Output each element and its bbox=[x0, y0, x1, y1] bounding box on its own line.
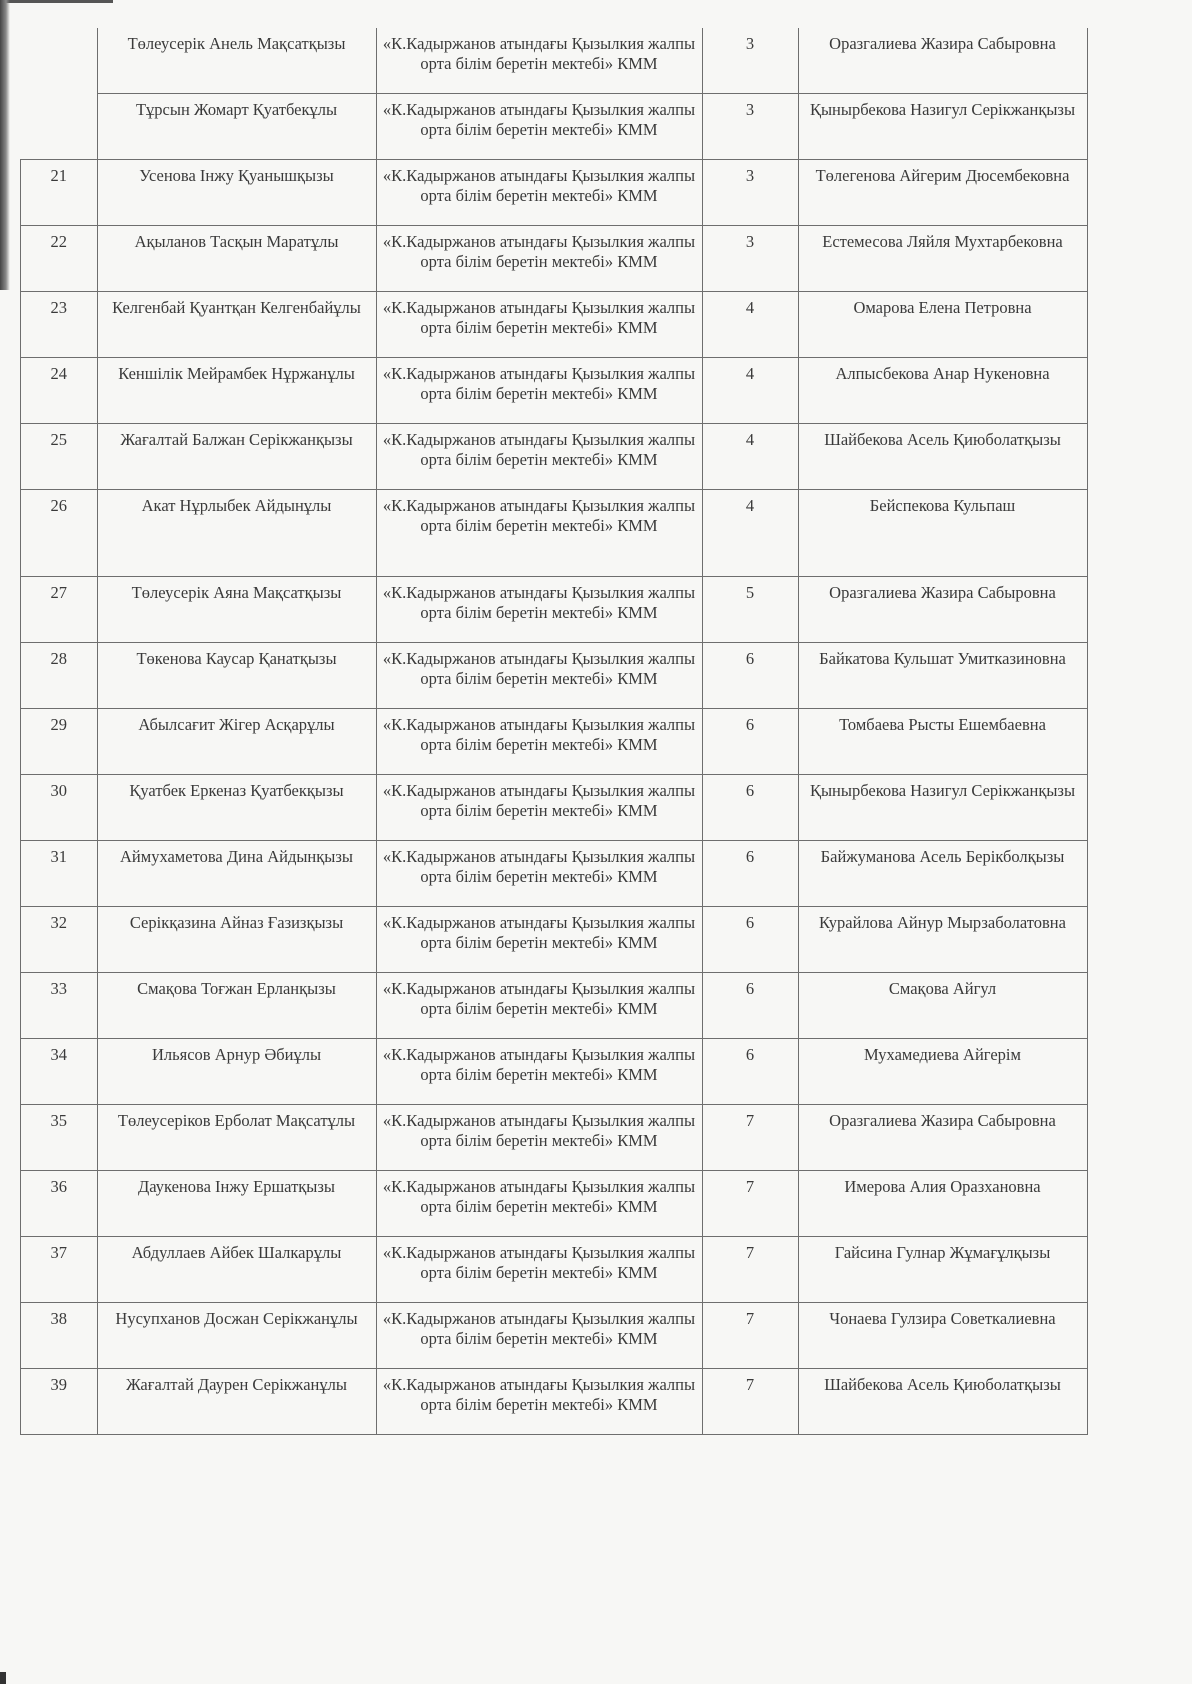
row-number-cell: 31 bbox=[21, 841, 98, 907]
school-cell: «К.Кадыржанов атындағы Қызылкия жалпы орта білім беретін мектебі» КММ bbox=[376, 775, 702, 841]
row-number-cell: 37 bbox=[21, 1237, 98, 1303]
student-name-cell: Жағалтай Балжан Серікжанқызы bbox=[97, 424, 376, 490]
teacher-name-cell: Имерова Алия Оразхановна bbox=[798, 1171, 1087, 1237]
student-name-cell: Усенова Інжу Қуанышқызы bbox=[97, 160, 376, 226]
teacher-name-cell: Чонаева Гулзира Советкалиевна bbox=[798, 1303, 1087, 1369]
student-name-cell: Ақыланов Тасқын Маратұлы bbox=[97, 226, 376, 292]
student-name-cell: Қуатбек Еркеназ Қуатбекқызы bbox=[97, 775, 376, 841]
grade-cell: 7 bbox=[702, 1303, 798, 1369]
table-row bbox=[21, 358, 1088, 424]
table-row bbox=[21, 160, 1088, 226]
row-number-cell: 35 bbox=[21, 1105, 98, 1171]
teacher-name-cell: Омарова Елена Петровна bbox=[798, 292, 1087, 358]
teacher-name-cell: Мухамедиева Айгерім bbox=[798, 1039, 1087, 1105]
grade-cell: 7 bbox=[702, 1105, 798, 1171]
school-cell: «К.Кадыржанов атындағы Қызылкия жалпы орта білім беретін мектебі» КММ bbox=[376, 28, 702, 94]
grade-cell: 4 bbox=[702, 490, 798, 577]
student-name-cell: Төлеусерік Анель Мақсатқызы bbox=[97, 28, 376, 94]
school-cell: «К.Кадыржанов атындағы Қызылкия жалпы орта білім беретін мектебі» КММ bbox=[376, 643, 702, 709]
row-number-cell: 34 bbox=[21, 1039, 98, 1105]
table-row bbox=[21, 907, 1088, 973]
row-number-cell bbox=[21, 28, 98, 94]
table-row bbox=[21, 1105, 1088, 1171]
teacher-name-cell: Байжуманова Асель Берікболқызы bbox=[798, 841, 1087, 907]
teacher-name-cell: Гайсина Гулнар Жұмағұлқызы bbox=[798, 1237, 1087, 1303]
student-name-cell: Абылсағит Жігер Асқарұлы bbox=[97, 709, 376, 775]
table-row bbox=[21, 28, 1088, 94]
teacher-name-cell: Оразгалиева Жазира Сабыровна bbox=[798, 577, 1087, 643]
teacher-name-cell: Қынырбекова Назигул Серікжанқызы bbox=[798, 775, 1087, 841]
teacher-name-cell: Оразгалиева Жазира Сабыровна bbox=[798, 1105, 1087, 1171]
table-row bbox=[21, 292, 1088, 358]
teacher-name-cell: Төлегенова Айгерим Дюсембековна bbox=[798, 160, 1087, 226]
school-cell: «К.Кадыржанов атындағы Қызылкия жалпы орта білім беретін мектебі» КММ bbox=[376, 577, 702, 643]
row-number-cell: 39 bbox=[21, 1369, 98, 1435]
grade-cell: 3 bbox=[702, 160, 798, 226]
table-row bbox=[21, 490, 1088, 577]
table-row bbox=[21, 643, 1088, 709]
table-row bbox=[21, 1303, 1088, 1369]
student-name-cell: Смақова Тоғжан Ерланқызы bbox=[97, 973, 376, 1039]
table-row bbox=[21, 226, 1088, 292]
table-row bbox=[21, 577, 1088, 643]
grade-cell: 7 bbox=[702, 1369, 798, 1435]
student-name-cell: Төлеусеріков Ерболат Мақсатұлы bbox=[97, 1105, 376, 1171]
grade-cell: 6 bbox=[702, 709, 798, 775]
school-cell: «К.Кадыржанов атындағы Қызылкия жалпы орта білім беретін мектебі» КММ bbox=[376, 94, 702, 160]
table-row bbox=[21, 841, 1088, 907]
student-name-cell: Абдуллаев Айбек Шалкарұлы bbox=[97, 1237, 376, 1303]
grade-cell: 4 bbox=[702, 358, 798, 424]
row-number-cell: 25 bbox=[21, 424, 98, 490]
grade-cell: 7 bbox=[702, 1237, 798, 1303]
school-cell: «К.Кадыржанов атындағы Қызылкия жалпы орта білім беретін мектебі» КММ bbox=[376, 1303, 702, 1369]
grade-cell: 6 bbox=[702, 841, 798, 907]
teacher-name-cell: Қынырбекова Назигул Серікжанқызы bbox=[798, 94, 1087, 160]
table-row bbox=[21, 424, 1088, 490]
student-name-cell: Ильясов Арнур Әбиұлы bbox=[97, 1039, 376, 1105]
school-cell: «К.Кадыржанов атындағы Қызылкия жалпы орта білім беретін мектебі» КММ bbox=[376, 973, 702, 1039]
table-row bbox=[21, 94, 1088, 160]
teacher-name-cell: Смақова Айгул bbox=[798, 973, 1087, 1039]
student-name-cell: Аймухаметова Дина Айдынқызы bbox=[97, 841, 376, 907]
row-number-cell: 21 bbox=[21, 160, 98, 226]
student-name-cell: Келгенбай Қуантқан Келгенбайұлы bbox=[97, 292, 376, 358]
school-cell: «К.Кадыржанов атындағы Қызылкия жалпы орта білім беретін мектебі» КММ bbox=[376, 1171, 702, 1237]
scan-shadow-left bbox=[0, 0, 10, 290]
roster-body bbox=[21, 28, 1088, 1435]
grade-cell: 3 bbox=[702, 226, 798, 292]
table-row bbox=[21, 1171, 1088, 1237]
teacher-name-cell: Томбаева Рысты Ешембаевна bbox=[798, 709, 1087, 775]
row-number-cell: 33 bbox=[21, 973, 98, 1039]
teacher-name-cell: Шайбекова Асель Қиюболатқызы bbox=[798, 1369, 1087, 1435]
student-name-cell: Нусупханов Досжан Серікжанұлы bbox=[97, 1303, 376, 1369]
row-number-cell: 32 bbox=[21, 907, 98, 973]
grade-cell: 6 bbox=[702, 973, 798, 1039]
table-row bbox=[21, 973, 1088, 1039]
row-number-cell bbox=[21, 94, 98, 160]
student-roster-table bbox=[20, 28, 1088, 1435]
school-cell: «К.Кадыржанов атындағы Қызылкия жалпы орта білім беретін мектебі» КММ bbox=[376, 841, 702, 907]
grade-cell: 6 bbox=[702, 643, 798, 709]
school-cell: «К.Кадыржанов атындағы Қызылкия жалпы орта білім беретін мектебі» КММ bbox=[376, 907, 702, 973]
table-row bbox=[21, 1039, 1088, 1105]
grade-cell: 3 bbox=[702, 28, 798, 94]
student-name-cell: Тұрсын Жомарт Қуатбекұлы bbox=[97, 94, 376, 160]
teacher-name-cell: Естемесова Ляйля Мухтарбековна bbox=[798, 226, 1087, 292]
student-name-cell: Даукенова Інжу Ершатқызы bbox=[97, 1171, 376, 1237]
school-cell: «К.Кадыржанов атындағы Қызылкия жалпы орта білім беретін мектебі» КММ bbox=[376, 424, 702, 490]
table-row bbox=[21, 775, 1088, 841]
school-cell: «К.Кадыржанов атындағы Қызылкия жалпы орта білім беретін мектебі» КММ bbox=[376, 292, 702, 358]
grade-cell: 4 bbox=[702, 424, 798, 490]
row-number-cell: 30 bbox=[21, 775, 98, 841]
school-cell: «К.Кадыржанов атындағы Қызылкия жалпы орта білім беретін мектебі» КММ bbox=[376, 1105, 702, 1171]
school-cell: «К.Кадыржанов атындағы Қызылкия жалпы орта білім беретін мектебі» КММ bbox=[376, 160, 702, 226]
school-cell: «К.Кадыржанов атындағы Қызылкия жалпы орта білім беретін мектебі» КММ bbox=[376, 1369, 702, 1435]
teacher-name-cell: Алпысбекова Анар Нукеновна bbox=[798, 358, 1087, 424]
row-number-cell: 28 bbox=[21, 643, 98, 709]
school-cell: «К.Кадыржанов атындағы Қызылкия жалпы орта білім беретін мектебі» КММ bbox=[376, 358, 702, 424]
table-row bbox=[21, 1369, 1088, 1435]
teacher-name-cell: Шайбекова Асель Қиюболатқызы bbox=[798, 424, 1087, 490]
scan-edge-top bbox=[0, 0, 113, 3]
row-number-cell: 23 bbox=[21, 292, 98, 358]
school-cell: «К.Кадыржанов атындағы Қызылкия жалпы орта білім беретін мектебі» КММ bbox=[376, 1237, 702, 1303]
grade-cell: 6 bbox=[702, 775, 798, 841]
grade-cell: 6 bbox=[702, 907, 798, 973]
row-number-cell: 38 bbox=[21, 1303, 98, 1369]
teacher-name-cell: Байкатова Кульшат Умитказиновна bbox=[798, 643, 1087, 709]
row-number-cell: 22 bbox=[21, 226, 98, 292]
student-name-cell: Серікқазина Айназ Ғазизқызы bbox=[97, 907, 376, 973]
row-number-cell: 27 bbox=[21, 577, 98, 643]
student-name-cell: Төлеусерік Аяна Мақсатқызы bbox=[97, 577, 376, 643]
school-cell: «К.Кадыржанов атындағы Қызылкия жалпы орта білім беретін мектебі» КММ bbox=[376, 226, 702, 292]
grade-cell: 7 bbox=[702, 1171, 798, 1237]
table-row bbox=[21, 709, 1088, 775]
student-name-cell: Төкенова Каусар Қанатқызы bbox=[97, 643, 376, 709]
row-number-cell: 29 bbox=[21, 709, 98, 775]
grade-cell: 5 bbox=[702, 577, 798, 643]
scan-mark-bottom bbox=[0, 1672, 6, 1684]
row-number-cell: 36 bbox=[21, 1171, 98, 1237]
student-name-cell: Акат Нұрлыбек Айдынұлы bbox=[97, 490, 376, 577]
student-name-cell: Жағалтай Даурен Серікжанұлы bbox=[97, 1369, 376, 1435]
student-name-cell: Кеншілік Мейрамбек Нұржанұлы bbox=[97, 358, 376, 424]
teacher-name-cell: Оразгалиева Жазира Сабыровна bbox=[798, 28, 1087, 94]
grade-cell: 3 bbox=[702, 94, 798, 160]
table-row bbox=[21, 1237, 1088, 1303]
school-cell: «К.Кадыржанов атындағы Қызылкия жалпы орта білім беретін мектебі» КММ bbox=[376, 1039, 702, 1105]
teacher-name-cell: Бейспекова Кульпаш bbox=[798, 490, 1087, 577]
row-number-cell: 26 bbox=[21, 490, 98, 577]
row-number-cell: 24 bbox=[21, 358, 98, 424]
teacher-name-cell: Курайлова Айнур Мырзаболатовна bbox=[798, 907, 1087, 973]
school-cell: «К.Кадыржанов атындағы Қызылкия жалпы орта білім беретін мектебі» КММ bbox=[376, 490, 702, 577]
school-cell: «К.Кадыржанов атындағы Қызылкия жалпы орта білім беретін мектебі» КММ bbox=[376, 709, 702, 775]
grade-cell: 4 bbox=[702, 292, 798, 358]
grade-cell: 6 bbox=[702, 1039, 798, 1105]
